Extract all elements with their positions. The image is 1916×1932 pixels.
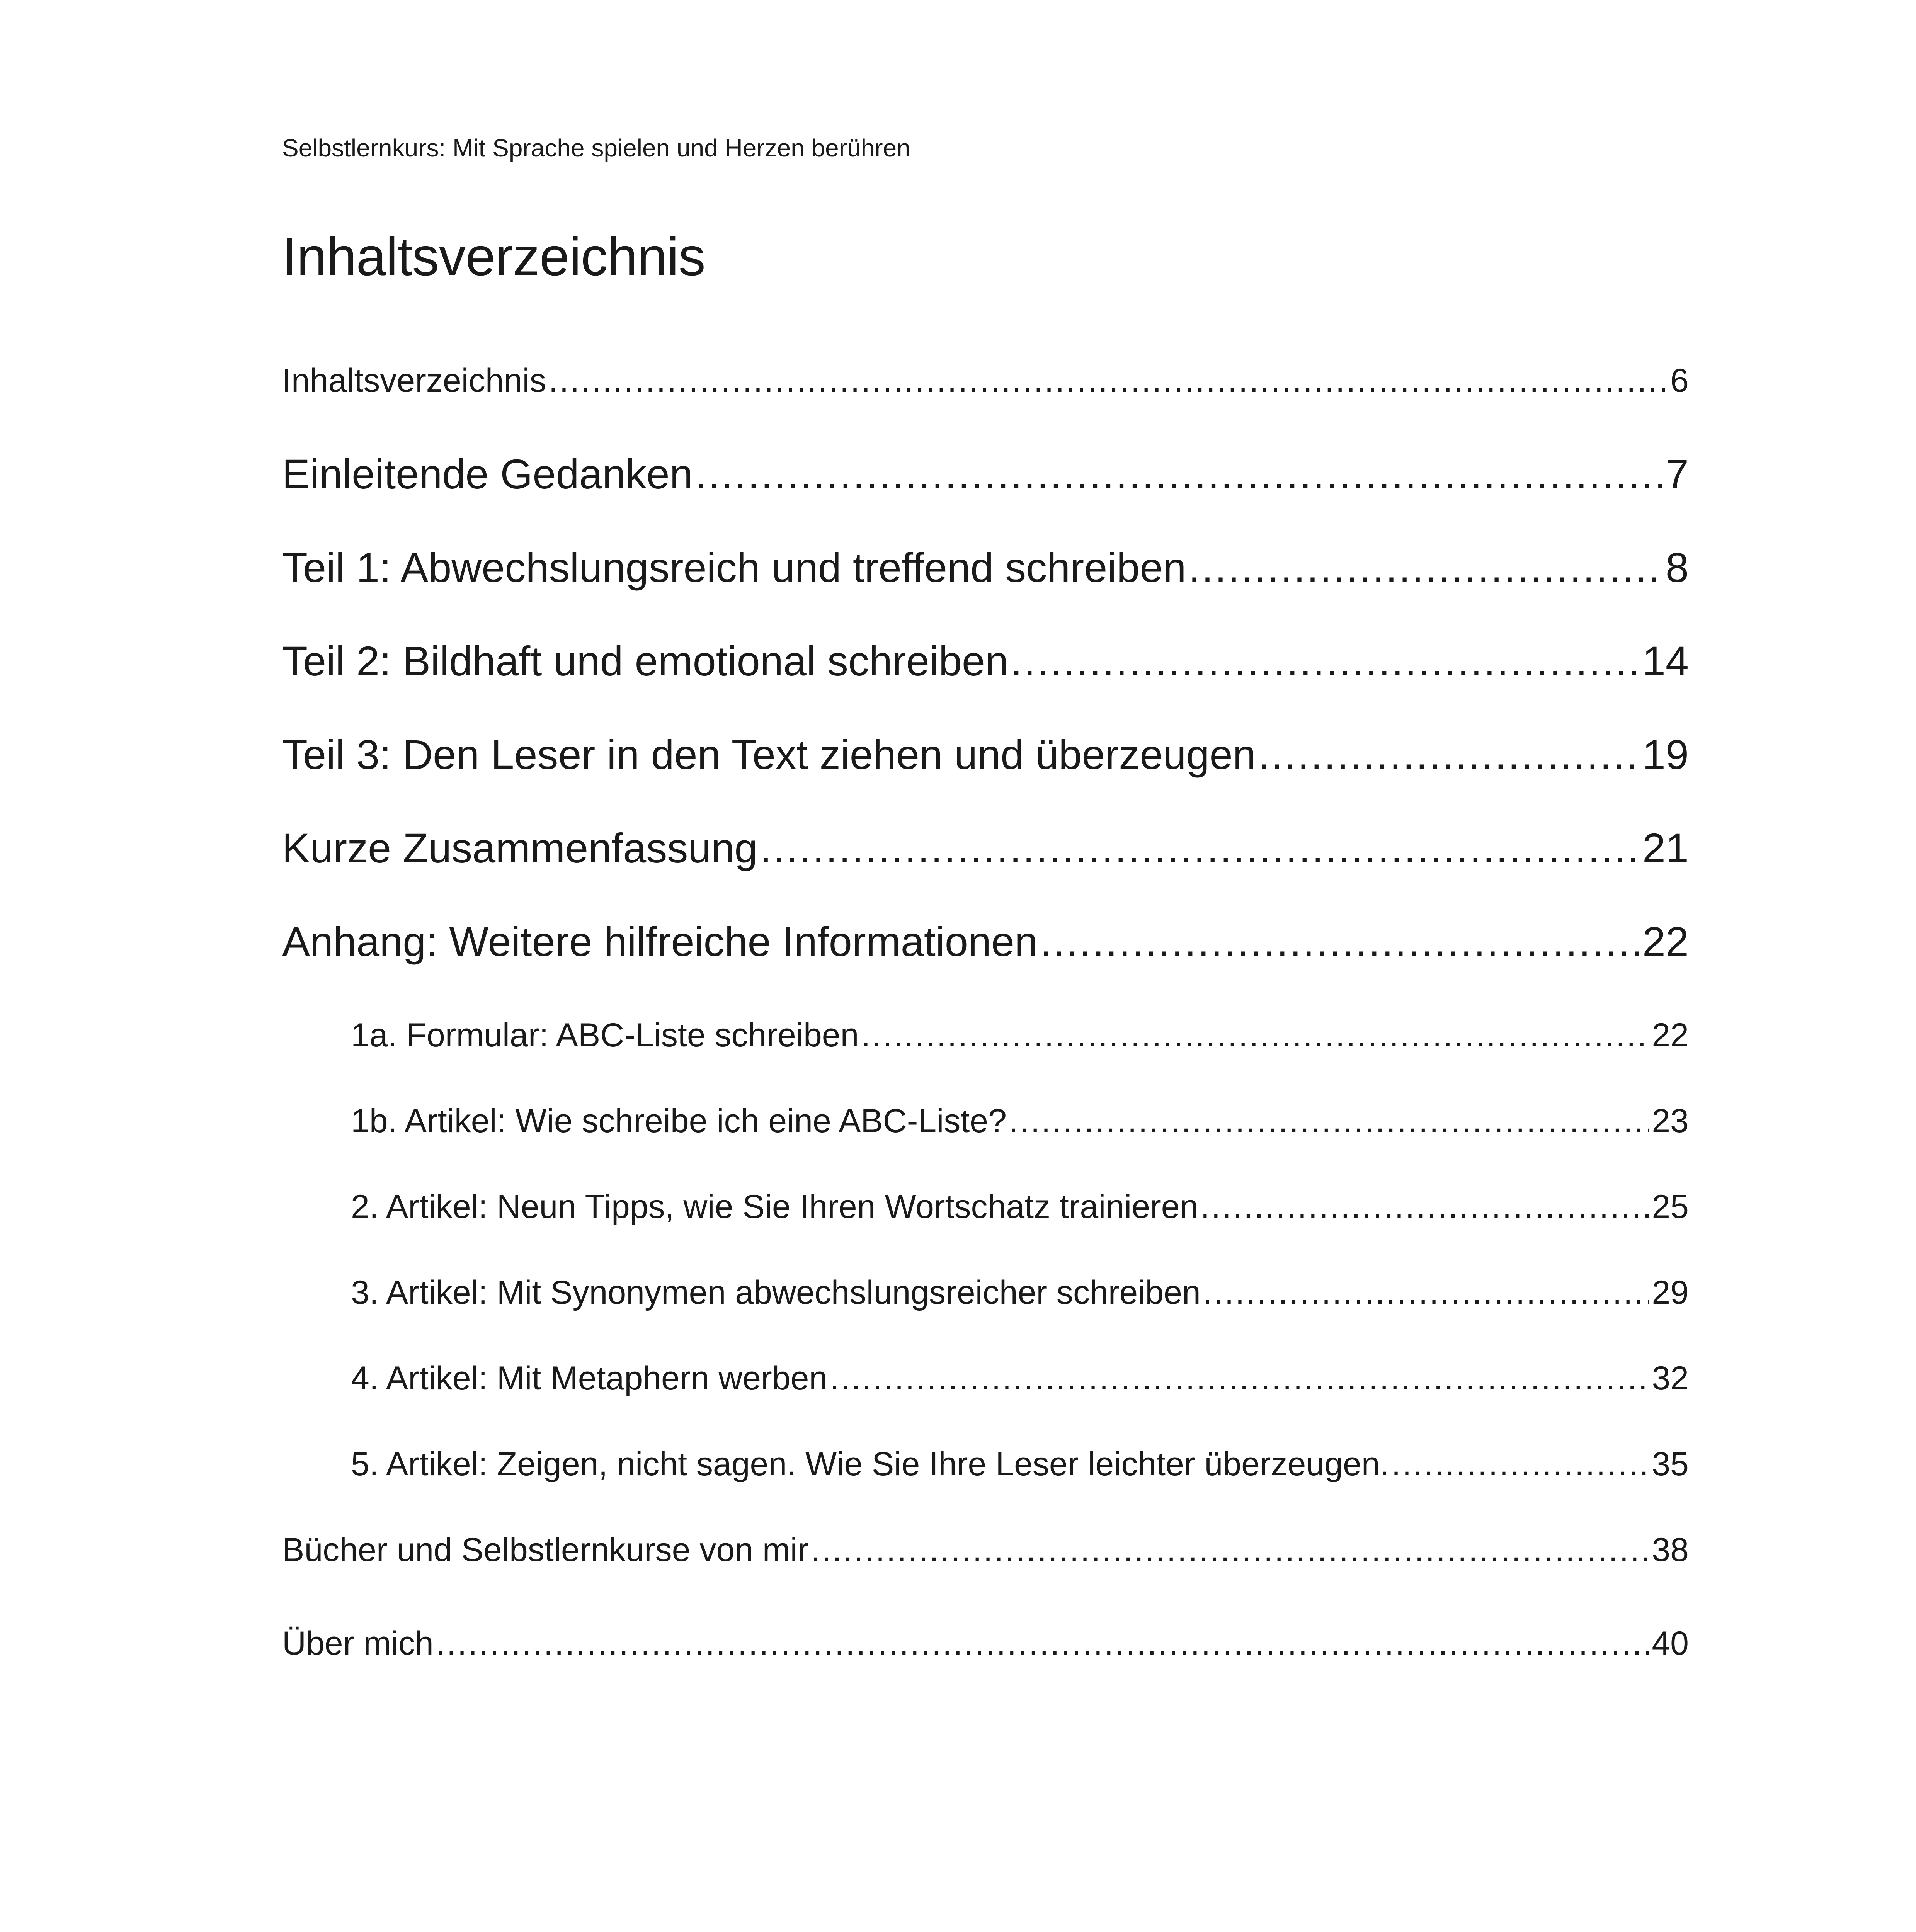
toc-entry-label: Teil 1: Abwechslungsreich und treffend schreiben: [282, 544, 1186, 591]
toc-entry-page-number: 22: [1652, 1017, 1689, 1054]
toc-entry[interactable]: [282, 445, 1689, 539]
toc-entry-page-number: 35: [1652, 1446, 1689, 1483]
toc-entry[interactable]: [282, 539, 1689, 632]
toc-entry-page-number: 32: [1652, 1360, 1689, 1397]
toc-entry-label: 5. Artikel: Zeigen, nicht sagen. Wie Sie Ihre Leser leichter überzeugen.: [351, 1446, 1389, 1483]
toc-entry-label: Über mich: [282, 1625, 434, 1662]
toc-entry[interactable]: [282, 1435, 1689, 1521]
toc-entry[interactable]: [282, 1349, 1689, 1435]
toc-dot-leader: [811, 1521, 1649, 1579]
toc-dot-leader: [436, 1614, 1649, 1672]
toc-entry-page-number: 6: [1670, 362, 1689, 399]
toc-entry[interactable]: [282, 1006, 1689, 1092]
toc-entry-page-number: 22: [1642, 918, 1689, 965]
toc-entry-label: Teil 2: Bildhaft und emotional schreiben: [282, 638, 1009, 684]
toc-entry-label: 1b. Artikel: Wie schreibe ich eine ABC-Liste?: [351, 1102, 1007, 1139]
toc-entry[interactable]: [282, 1614, 1689, 1708]
toc-entry[interactable]: [282, 1264, 1689, 1349]
toc-dot-leader: [1040, 913, 1640, 971]
toc-entry-page-number: 21: [1642, 825, 1689, 871]
toc-entry-label: Anhang: Weitere hilfreiche Informationen: [282, 918, 1038, 965]
toc-entry[interactable]: [282, 1521, 1689, 1614]
toc-entry-page-number: 40: [1652, 1625, 1689, 1662]
running-header: Selbstlernkurs: Mit Sprache spielen und Herzen berühren: [282, 134, 910, 162]
toc-entry-page-number: 7: [1665, 451, 1689, 497]
toc-entry[interactable]: [282, 726, 1689, 819]
toc-dot-leader: [1203, 1264, 1649, 1321]
toc-entry[interactable]: [282, 1178, 1689, 1264]
toc-entry[interactable]: [282, 913, 1689, 1006]
toc-dot-leader: [1258, 726, 1640, 784]
toc-dot-leader: [1200, 1178, 1649, 1236]
toc-dot-leader: [861, 1006, 1649, 1064]
toc-dot-leader: [1188, 539, 1663, 597]
toc-entry-label: 2. Artikel: Neun Tipps, wie Sie Ihren Wortschatz trainieren: [351, 1188, 1198, 1225]
toc-dot-leader: [1009, 1092, 1649, 1150]
toc-entry-label: Inhaltsverzeichnis: [282, 362, 546, 399]
toc-entry[interactable]: [282, 1092, 1689, 1178]
toc-dot-leader: [549, 352, 1668, 410]
toc-entry-label: 3. Artikel: Mit Synonymen abwechslungsreicher schreiben: [351, 1274, 1201, 1311]
toc-entry-page-number: 8: [1665, 544, 1689, 591]
toc-entry-label: 1a. Formular: ABC-Liste schreiben: [351, 1017, 859, 1054]
toc-entry-page-number: 29: [1652, 1274, 1689, 1311]
toc-entry-label: Teil 3: Den Leser in den Text ziehen und überzeugen: [282, 731, 1256, 778]
table-of-contents: [282, 352, 1689, 1708]
toc-entry-page-number: 38: [1652, 1531, 1689, 1568]
toc-entry-label: Einleitende Gedanken: [282, 451, 693, 497]
toc-dot-leader: [1392, 1435, 1650, 1493]
toc-entry-page-number: 23: [1652, 1102, 1689, 1139]
toc-entry[interactable]: [282, 819, 1689, 913]
toc-dot-leader: [1011, 632, 1640, 690]
toc-entry-label: 4. Artikel: Mit Metaphern werben: [351, 1360, 828, 1397]
toc-dot-leader: [830, 1349, 1649, 1407]
toc-entry[interactable]: [282, 352, 1689, 445]
toc-dot-leader: [760, 819, 1640, 877]
toc-entry-page-number: 25: [1652, 1188, 1689, 1225]
toc-entry-page-number: 19: [1642, 731, 1689, 778]
toc-entry-label: Bücher und Selbstlernkurse von mir: [282, 1531, 809, 1568]
toc-dot-leader: [695, 445, 1663, 503]
toc-entry-label: Kurze Zusammenfassung: [282, 825, 758, 871]
page-title: Inhaltsverzeichnis: [282, 226, 705, 287]
toc-entry-page-number: 14: [1642, 638, 1689, 684]
toc-entry[interactable]: [282, 632, 1689, 726]
